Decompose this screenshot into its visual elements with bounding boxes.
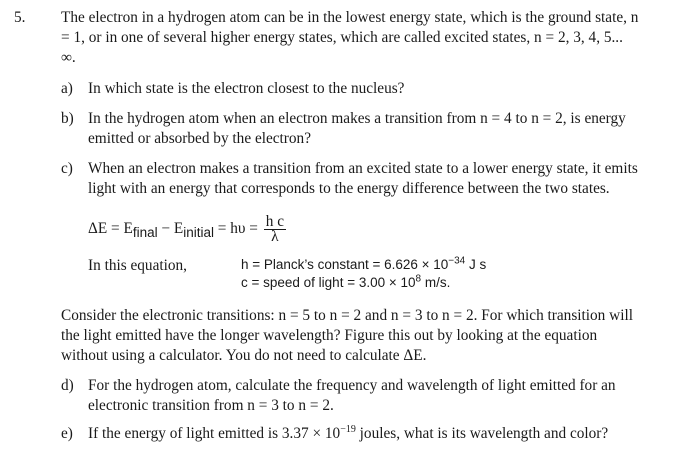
part-a-label: a) bbox=[61, 80, 73, 97]
part-d-label: d) bbox=[61, 377, 74, 394]
formula-lhs: ΔE = E bbox=[88, 220, 133, 238]
part-e-label: e) bbox=[61, 425, 73, 442]
planck-exponent: −34 bbox=[448, 255, 466, 267]
fraction-denominator: λ bbox=[271, 228, 279, 245]
planck-unit: J s bbox=[465, 257, 487, 272]
in-this-equation-label: In this equation, bbox=[88, 257, 187, 274]
constants-definitions bbox=[241, 256, 486, 292]
planck-constant-line bbox=[241, 256, 486, 274]
part-e-text bbox=[88, 424, 646, 444]
part-a-text: In which state is the electron closest to the nucleus? bbox=[88, 80, 405, 97]
light-speed-exponent: 8 bbox=[415, 273, 422, 285]
question-number: 5. bbox=[14, 9, 26, 26]
part-e-text-post: joules, what is its wavelength and color? bbox=[355, 425, 609, 442]
speed-of-light-line bbox=[241, 274, 486, 292]
formula-mid: = hυ = bbox=[213, 220, 262, 238]
light-speed-unit: m/s. bbox=[421, 275, 451, 290]
part-e-text-pre: If the energy of light emitted is 3.37 × 10 bbox=[88, 425, 341, 442]
part-d-text: For the hydrogen atom, calculate the frequency and wavelength of light emitted for an electronic transition from n = 3 to n = 2. bbox=[88, 377, 616, 414]
fraction-numerator: h c bbox=[265, 213, 285, 230]
energy-formula bbox=[88, 215, 286, 244]
fraction bbox=[264, 215, 286, 244]
part-b-label: b) bbox=[61, 110, 74, 127]
consider-paragraph: Consider the electronic transitions: n = 5 to n = 2 and n = 3 to n = 2. For which transition will the light emitted have the longer wavelength? Figure this out by looking at the equation without using a calculator. You do not need to calculate ΔE. bbox=[61, 307, 633, 364]
part-e-exponent: −19 bbox=[340, 423, 356, 435]
part-c-text: When an electron makes a transition from an excited state to a lower energy state, it emits light with an energy that corresponds to the energy difference between the two states. bbox=[88, 160, 638, 197]
formula-minus: − E bbox=[157, 220, 184, 238]
question-intro: The electron in a hydrogen atom can be in the lowest energy state, which is the ground state, n = 1, or in one of several higher energy states, which are called excited states, n = 2, 3, 4, 5... ∞. bbox=[61, 9, 639, 66]
sub-final: final bbox=[132, 225, 158, 241]
part-c-label: c) bbox=[61, 160, 73, 177]
part-b-text: In the hydrogen atom when an electron makes a transition from n = 4 to n = 2, is energy emitted or absorbed by the electron? bbox=[88, 110, 626, 147]
planck-text: h = Planck’s constant = 6.626 × 10 bbox=[241, 257, 449, 272]
sub-initial: initial bbox=[183, 225, 214, 241]
light-speed-text: c = speed of light = 3.00 × 10 bbox=[241, 275, 416, 290]
